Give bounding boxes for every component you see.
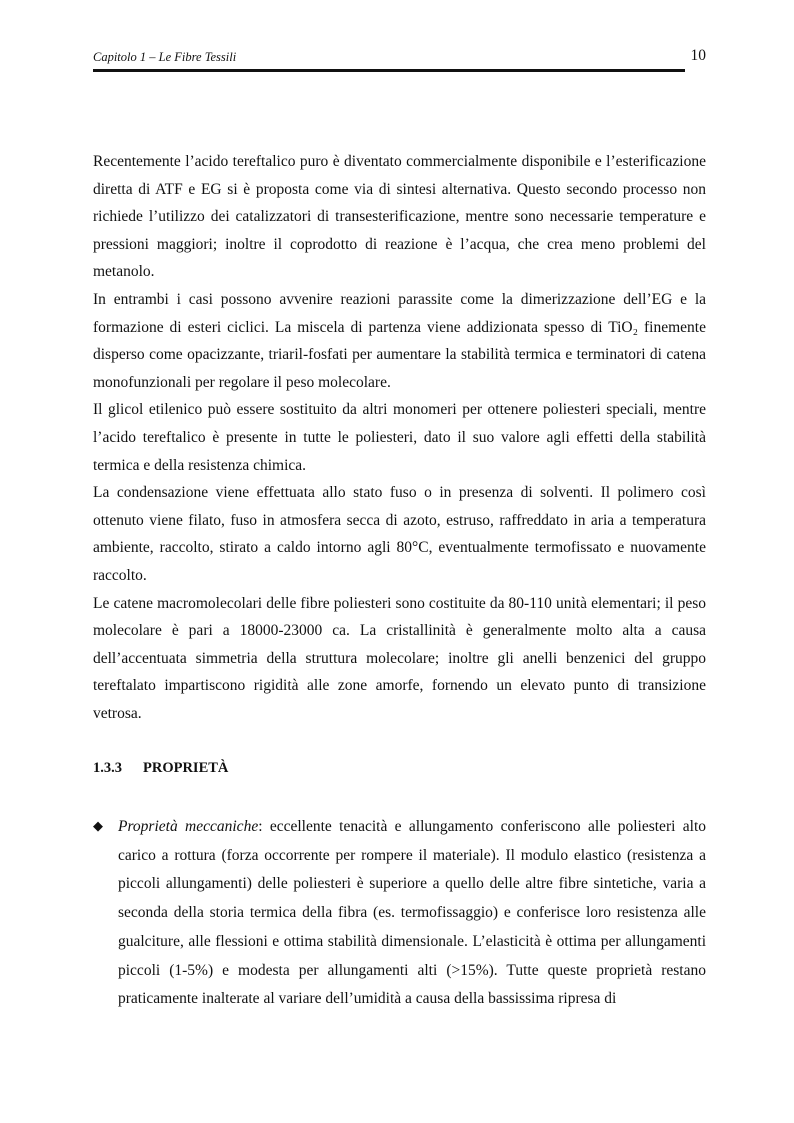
- paragraph: Le catene macromolecolari delle fibre poliesteri sono costituite da 80-110 unità elementari; il peso molecolare è pari a 18000-23000 ca. La cristallinità è generalmente molto alta a causa dell’accentuata simmetria della struttura molecolare; inoltre gli anelli benzenici del gruppo tereftalato impartiscono rigidità alle zone amorfe, fornendo un elevato punto di transizione vetrosa.: [93, 594, 706, 722]
- header-rule: [93, 69, 685, 72]
- page-header: [93, 46, 706, 70]
- section-title: PROPRIETÀ: [143, 760, 229, 776]
- running-title: Capitolo 1 – Le Fibre Tessili: [93, 50, 237, 64]
- paragraph: La condensazione viene effettuata allo stato fuso o in presenza di solventi. Il polimero così ottenuto viene filato, fuso in atmosfera secca di azoto, estruso, raffreddato in aria a temperatura ambiente, raccolto, stirato a caldo intorno agli 80°C, eventualmente termofissato e nuovamente raccolto.: [93, 484, 706, 584]
- paragraph: Il glicol etilenico può essere sostituito da altri monomeri per ottenere poliesteri speciali, mentre l’acido tereftalico è presente in tutte le poliesteri, dato il suo valore agli effetti della stabilità termica e della resistenza chimica.: [93, 401, 706, 474]
- bullet-description: : eccellente tenacità e allungamento conferiscono alle poliesteri alto carico a rottura (forza occorrente per rompere il materiale). Il modulo elastico (resistenza a piccoli allungamenti) delle poliesteri è superiore a quello delle altre fibre sintetiche, varia a seconda della storia termica della fibra (es. termofissaggio) e conferisce loro resistenza alle gualciture, alle flessioni e ottima stabilità dimensionale. L’elasticità è ottima per allungamenti piccoli (1-5%) e modesta per allungamenti alti (>15%). Tutte queste proprietà restano praticamente inalterate al variare dell’umidità a causa della bassissima ripresa di: [118, 818, 706, 1008]
- paragraph: In entrambi i casi possono avvenire reazioni parassite come la dimerizzazione dell’EG e la formazione di esteri ciclici. La miscela di partenza viene addizionata spesso di TiO₂ finemente disperso come opacizzante, triaril-fosfati per aumentare la stabilità termica e terminatori di catena monofunzionali per regolare il peso molecolare.: [93, 290, 706, 391]
- diamond-bullet-icon: ◆: [93, 818, 103, 833]
- bullet-term: Proprietà meccaniche: [118, 818, 259, 835]
- paragraph: Recentemente l’acido tereftalico puro è diventato commercialmente disponibile e l’esterificazione diretta di ATF e EG si è proposta come via di sintesi alternativa. Questo secondo processo non richiede l’utilizzo dei catalizzatori di transesterificazione, mentre sono necessarie temperature e pressioni maggiori; inoltre il coprodotto di reazione è l’acqua, che crea meno problemi del metanolo.: [93, 153, 706, 281]
- section-heading: [93, 760, 228, 777]
- section-number: 1.3.3: [93, 760, 122, 776]
- bullet-item: [93, 813, 706, 1014]
- page-number: 10: [690, 47, 706, 64]
- body-text: [93, 148, 706, 727]
- bullet-text: [118, 813, 706, 1014]
